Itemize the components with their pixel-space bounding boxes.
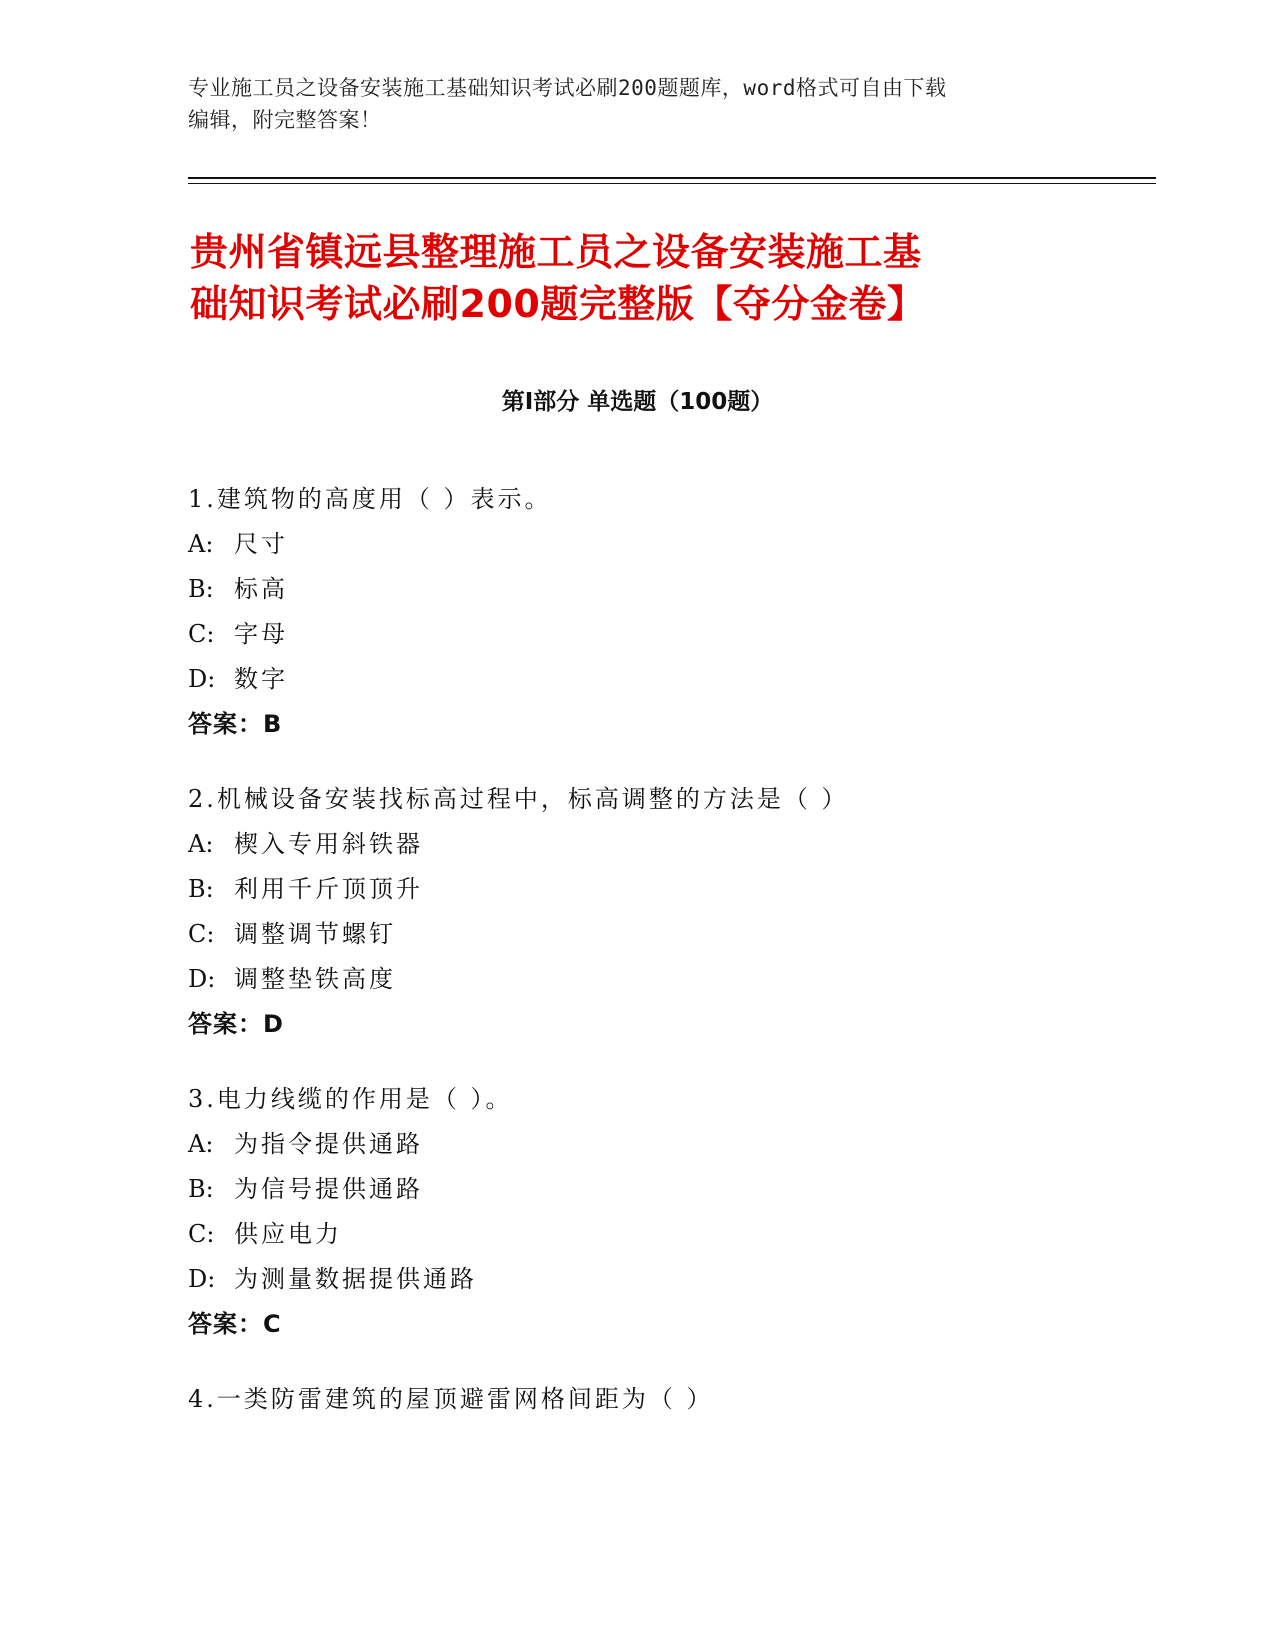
option-b [188,567,1148,612]
answer-line: 答案：B [188,710,283,738]
option-d [188,1257,1148,1302]
answer-line: 答案：C [188,1310,282,1338]
option-a [188,1122,1148,1167]
option-a [188,822,1148,867]
question-stem: 2.机械设备安装找标高过程中，标高调整的方法是（ ） [188,785,849,813]
option-text: 数字 [234,665,288,693]
option-d [188,957,1148,1002]
header-note-line-1: 专业施工员之设备安装施工基础知识考试必刷200题题库，word格式可自由下载 [188,76,947,100]
option-letter: B: [188,575,214,603]
option-c [188,912,1148,957]
section-title: 第Ⅰ部分 单选题（100题） [501,389,774,415]
header-divider-thick [188,177,1156,179]
document-title [190,226,1090,330]
option-letter: A: [188,1130,214,1158]
answer-line: 答案：D [188,1010,284,1038]
document-title-line-2: 础知识考试必刷200题完整版【夺分金卷】 [190,282,926,326]
option-letter: A: [188,830,214,858]
option-c [188,1212,1148,1257]
option-letter: D: [188,665,216,693]
option-d [188,657,1148,702]
question-item [188,777,1148,1047]
option-b [188,867,1148,912]
option-text: 供应电力 [234,1220,342,1248]
question-list [188,477,1148,1452]
option-letter: D: [188,965,216,993]
option-letter: A: [188,530,214,558]
option-c [188,612,1148,657]
option-letter: B: [188,875,214,903]
option-text: 为信号提供通路 [234,1175,423,1203]
option-letter: B: [188,1175,214,1203]
option-text: 楔入专用斜铁器 [234,830,423,858]
option-text: 利用千斤顶顶升 [234,875,423,903]
option-text: 调整垫铁高度 [234,965,396,993]
option-text: 调整调节螺钉 [234,920,396,948]
option-letter: C: [188,920,215,948]
question-stem: 3.电力线缆的作用是（ ）。 [188,1085,513,1113]
question-item [188,477,1148,747]
option-letter: C: [188,1220,215,1248]
option-text: 字母 [234,620,288,648]
option-letter: D: [188,1265,216,1293]
question-item [188,1077,1148,1347]
option-text: 为指令提供通路 [234,1130,423,1158]
option-b [188,1167,1148,1212]
header-note [188,72,1078,136]
document-title-line-1: 贵州省镇远县整理施工员之设备安装施工基 [190,230,922,274]
question-item [188,1377,1148,1422]
question-stem: 1.建筑物的高度用（ ）表示。 [188,485,552,513]
question-stem: 4.一类防雷建筑的屋顶避雷网格间距为（ ） [188,1385,714,1413]
option-text: 标高 [234,575,288,603]
option-a [188,522,1148,567]
option-text: 尺寸 [234,530,288,558]
option-text: 为测量数据提供通路 [234,1265,477,1293]
header-divider-thin [188,183,1156,184]
header-note-line-2: 编辑，附完整答案！ [188,108,382,132]
option-letter: C: [188,620,215,648]
